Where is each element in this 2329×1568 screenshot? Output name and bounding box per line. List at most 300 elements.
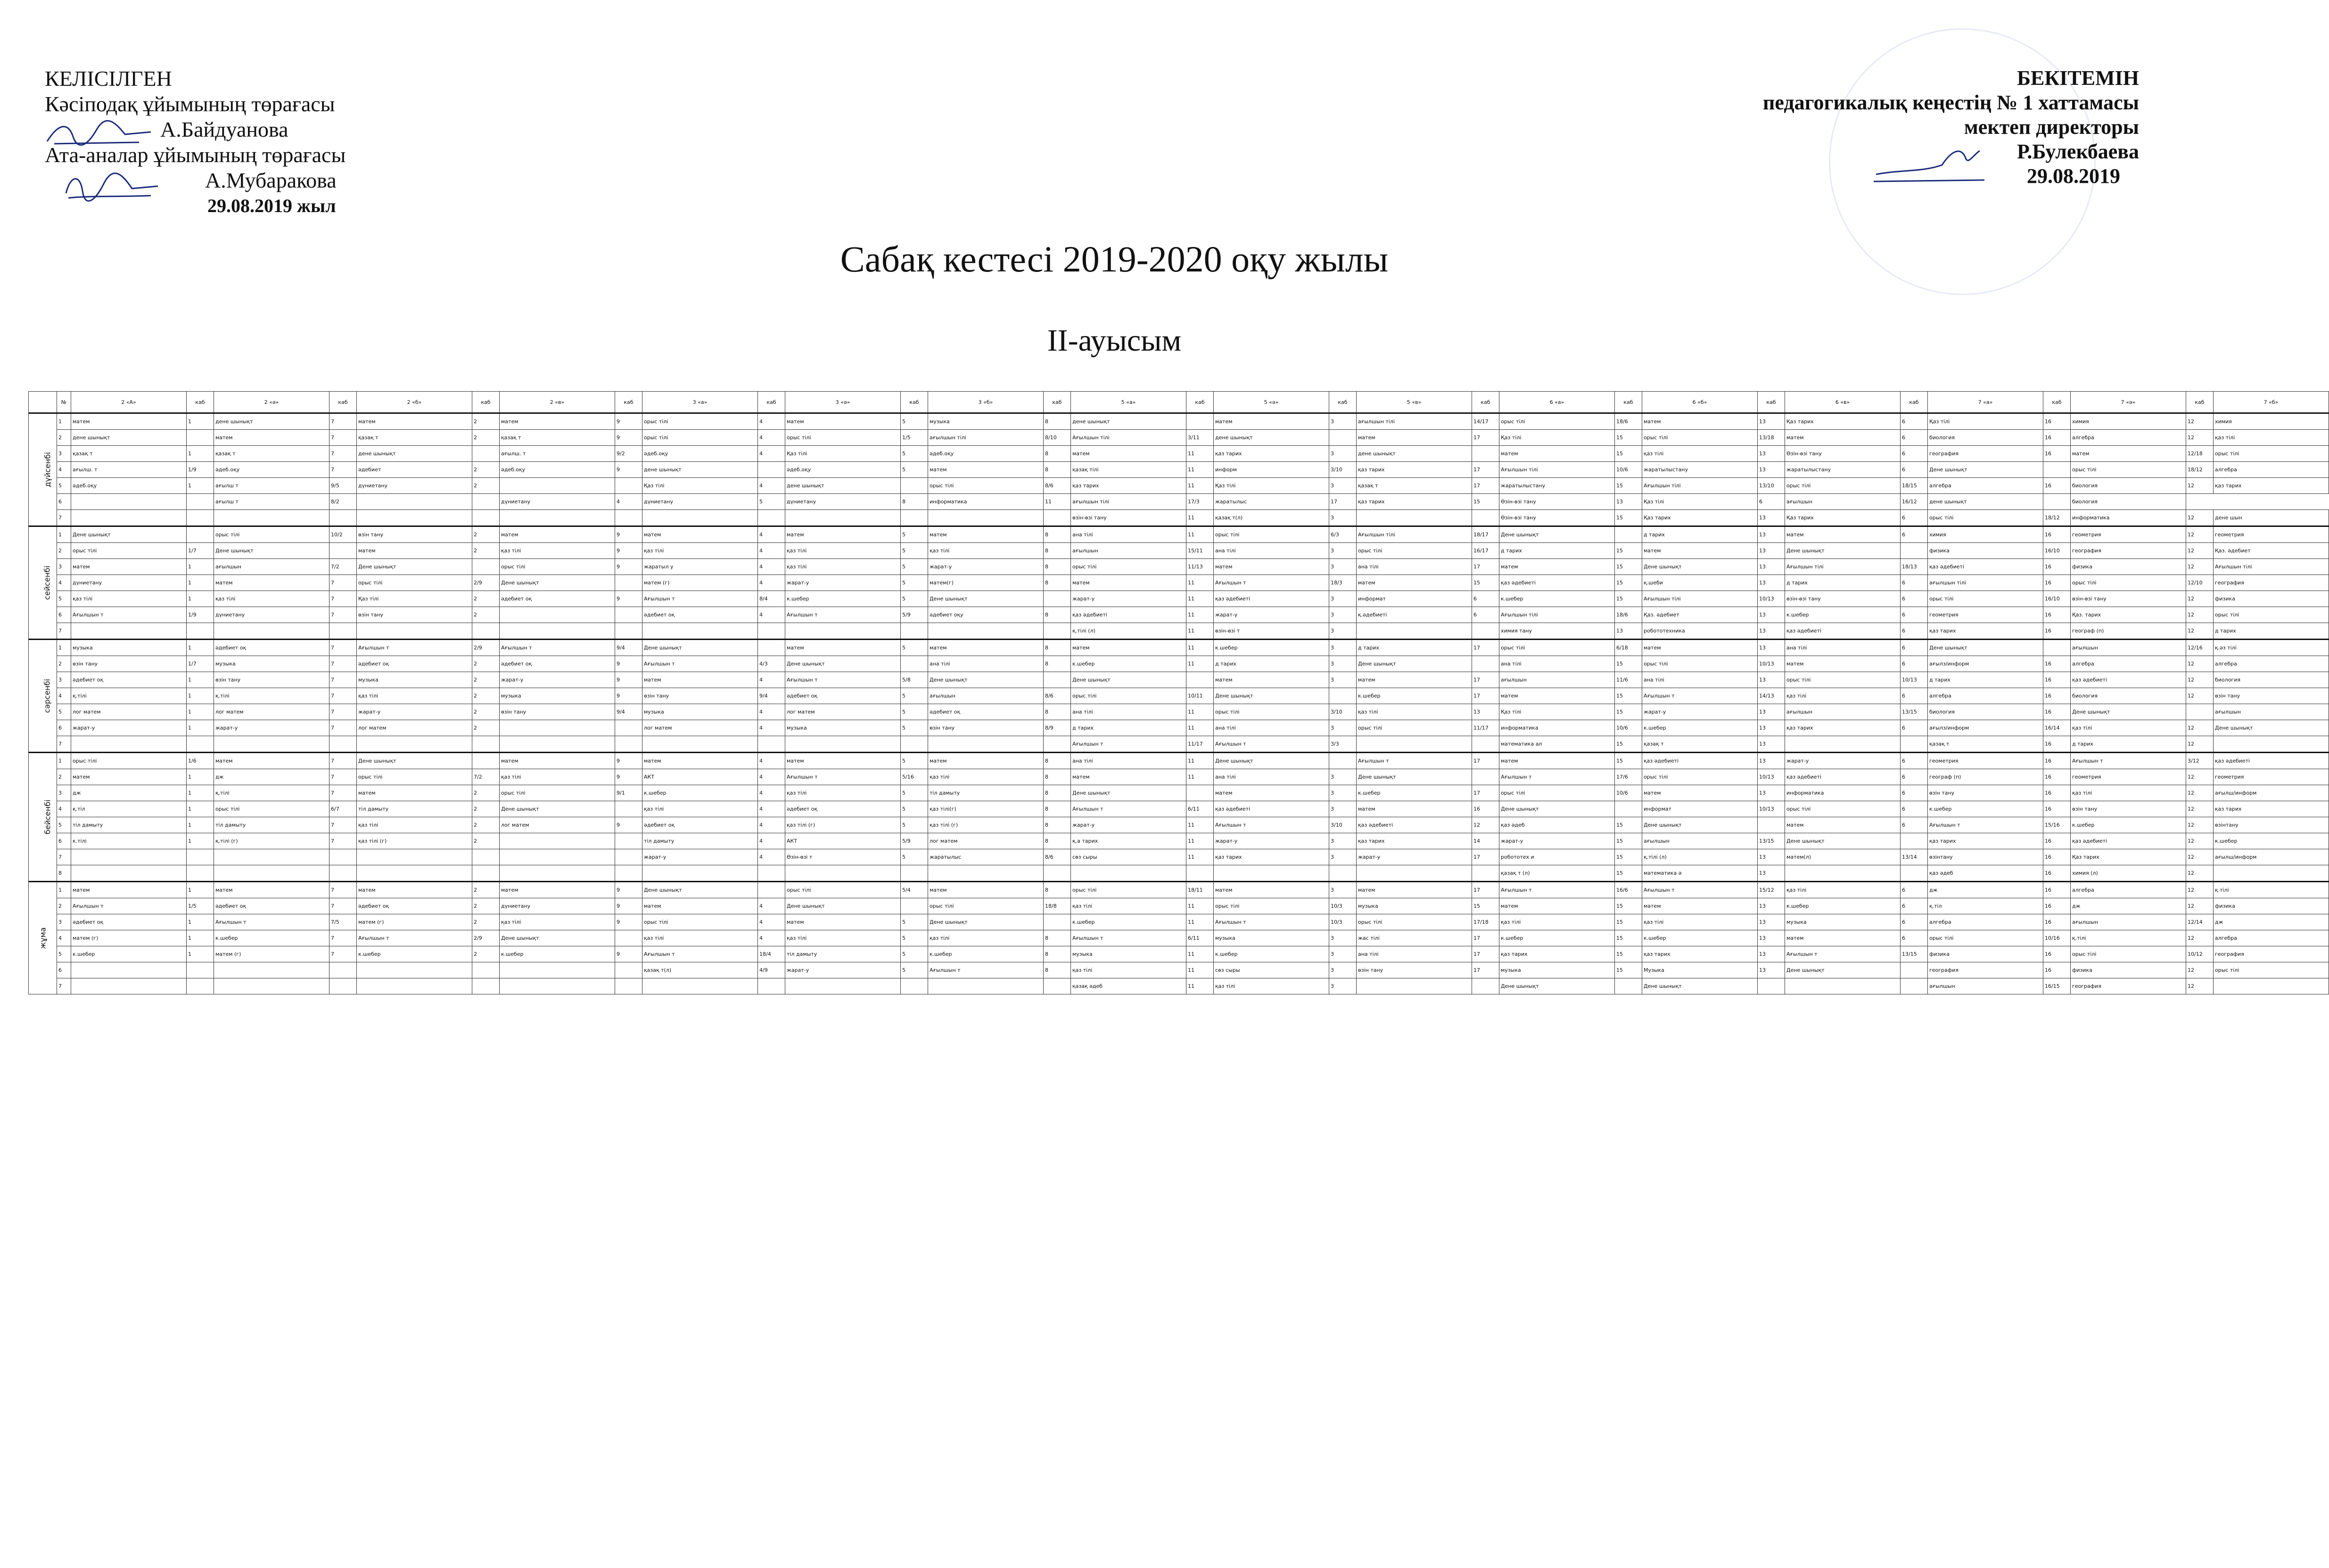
subject-cell: тіл дамыту: [214, 817, 329, 833]
room-cell: 12: [2186, 543, 2214, 559]
room-cell: [901, 656, 928, 672]
subject-cell: матем: [214, 430, 329, 446]
subject-cell: к.шебер: [1214, 640, 1329, 656]
table-row: [29, 785, 2329, 801]
room-cell: 2: [472, 607, 500, 623]
room-cell: 12: [2186, 833, 2214, 849]
subject-cell: орыс тілі: [1785, 478, 1901, 494]
lesson-number-cell: 4: [57, 930, 71, 946]
room-cell: [187, 865, 214, 882]
subject-cell: Дене шынықт: [1071, 672, 1186, 688]
subject-cell: к.шебер: [71, 946, 187, 962]
lesson-number-cell: 7: [57, 978, 71, 994]
subject-cell: матем: [1357, 575, 1472, 591]
subject-cell: Ағылшын т: [357, 930, 472, 946]
subject-cell: қ тілі: [2214, 882, 2329, 898]
room-cell: 18/6: [1615, 607, 1642, 623]
subject-cell: информат: [1357, 591, 1472, 607]
subject-cell: д тарих: [2071, 736, 2186, 753]
room-cell: 9/1: [615, 785, 642, 801]
parents-org-chair-label: Ата-аналар ұйымының төрағасы: [45, 143, 346, 167]
room-cell: 4: [758, 930, 785, 946]
room-cell: 5: [901, 817, 928, 833]
room-cell: [187, 962, 214, 978]
room-cell: 10/3: [1329, 898, 1357, 914]
room-cell: [472, 623, 500, 640]
subject-cell: [785, 978, 901, 994]
subject-cell: ана тілі: [1357, 559, 1472, 575]
subject-cell: география: [2214, 946, 2329, 962]
room-cell: 16/6: [1615, 882, 1642, 898]
subject-cell: алгебра: [1928, 478, 2043, 494]
subject-cell: матем (г): [642, 575, 758, 591]
room-cell: 8: [901, 494, 928, 510]
subject-cell: [1071, 865, 1186, 882]
room-cell: 3/3: [1329, 736, 1357, 753]
room-cell: 2/9: [472, 930, 500, 946]
room-cell: 10/11: [1186, 688, 1214, 704]
lesson-number-cell: 6: [57, 962, 71, 978]
room-cell: 8/2: [329, 494, 357, 510]
room-cell: 13: [1758, 704, 1785, 720]
subject-cell: геометрия: [2071, 769, 2186, 785]
table-row: [29, 494, 2329, 510]
room-cell: 13: [1758, 413, 1785, 430]
room-cell: 5/4: [901, 882, 928, 898]
subject-cell: матем: [1785, 526, 1901, 543]
subject-cell: Ағылшын т: [214, 914, 329, 930]
subject-cell: қазақ тілі: [1071, 462, 1186, 478]
subject-cell: физика: [2071, 559, 2186, 575]
subject-cell: ағылз/информ: [1928, 720, 2043, 736]
subject-cell: матем: [71, 769, 187, 785]
room-cell: 1: [187, 720, 214, 736]
room-cell: 7: [329, 672, 357, 688]
subject-cell: қаз әдебиеті: [1214, 801, 1329, 817]
subject-cell: өзін тану: [357, 526, 472, 543]
room-cell: 15: [1615, 817, 1642, 833]
subject-cell: қ.тіл: [1928, 898, 2043, 914]
room-cell: [2043, 640, 2071, 656]
room-cell: 16: [2043, 769, 2071, 785]
day-label: сейсенбі: [42, 566, 52, 600]
room-cell: 9: [615, 526, 642, 543]
subject-cell: Дене шынықт: [1928, 640, 2043, 656]
subject-cell: қаз әдеб: [1499, 817, 1615, 833]
subject-cell: тіл дамыту: [642, 833, 758, 849]
room-cell: 1/7: [187, 656, 214, 672]
subject-cell: [500, 736, 615, 753]
room-cell: 7: [329, 898, 357, 914]
subject-cell: жарат-у: [1214, 833, 1329, 849]
subject-cell: қазақ т: [1642, 736, 1758, 753]
subject-cell: к.шебер: [928, 946, 1044, 962]
subject-cell: алгебра: [2214, 462, 2329, 478]
subject-cell: қаз тілі: [2071, 785, 2186, 801]
room-cell: 7: [329, 753, 357, 769]
subject-cell: матем: [1214, 559, 1329, 575]
subject-cell: қаз тарих: [1214, 446, 1329, 462]
room-cell: 18/12: [2186, 462, 2214, 478]
room-cell: 4: [758, 607, 785, 623]
subject-cell: Қаз тарих: [1785, 510, 1901, 526]
room-cell: 5/9: [901, 607, 928, 623]
room-cell: 18/8: [1044, 898, 1071, 914]
room-cell: 13: [1758, 462, 1785, 478]
room-cell: 3/11: [1186, 430, 1214, 446]
room-cell: 11/13: [1186, 559, 1214, 575]
room-cell: 3/10: [1329, 704, 1357, 720]
subject-cell: [785, 865, 901, 882]
subject-cell: [357, 865, 472, 882]
subject-cell: тіл дамыту: [357, 801, 472, 817]
subject-cell: әдебиет оқ: [500, 656, 615, 672]
subject-cell: матем: [928, 462, 1044, 478]
column-header: каб: [187, 392, 214, 413]
subject-cell: к.шебер: [1642, 720, 1758, 736]
room-cell: 15: [1615, 430, 1642, 446]
subject-cell: жарат-у: [1071, 591, 1186, 607]
room-cell: 13: [1758, 640, 1785, 656]
subject-cell: әдебиет оқ: [71, 914, 187, 930]
subject-cell: [71, 865, 187, 882]
room-cell: 7: [329, 640, 357, 656]
subject-cell: [928, 510, 1044, 526]
table-row: [29, 446, 2329, 462]
subject-cell: Дене шынықт: [642, 882, 758, 898]
subject-cell: биология: [2071, 494, 2186, 510]
subject-cell: Ағылшын т: [642, 591, 758, 607]
room-cell: 6: [1901, 769, 1928, 785]
subject-cell: орыс тілі: [928, 478, 1044, 494]
room-cell: 16: [2043, 736, 2071, 753]
room-cell: 3: [1329, 623, 1357, 640]
subject-cell: ағылшын: [1785, 704, 1901, 720]
room-cell: 6: [1901, 575, 1928, 591]
room-cell: 1: [187, 575, 214, 591]
subject-cell: Дене шынықт: [928, 591, 1044, 607]
room-cell: 16: [2043, 656, 2071, 672]
room-cell: [187, 623, 214, 640]
room-cell: [901, 623, 928, 640]
column-header: каб: [1901, 392, 1928, 413]
room-cell: 7: [329, 833, 357, 849]
subject-cell: қаз тілі(г): [928, 801, 1044, 817]
room-cell: 14: [1472, 833, 1499, 849]
room-cell: 13: [1758, 865, 1785, 882]
subject-cell: ана тілі: [1071, 753, 1186, 769]
subject-cell: матем: [214, 575, 329, 591]
subject-cell: к.шебер: [1357, 785, 1472, 801]
room-cell: 12: [2186, 720, 2214, 736]
subject-cell: музыка: [1499, 962, 1615, 978]
subject-cell: дж: [214, 769, 329, 785]
subject-cell: матем (г): [214, 946, 329, 962]
room-cell: [615, 607, 642, 623]
subject-cell: информат: [1642, 801, 1758, 817]
subject-cell: қаз тарих: [1499, 946, 1615, 962]
column-header: каб: [901, 392, 928, 413]
room-cell: 2: [472, 898, 500, 914]
room-cell: 7: [329, 591, 357, 607]
subject-cell: музыка: [214, 656, 329, 672]
room-cell: 4: [758, 801, 785, 817]
subject-cell: орыс тілі: [1214, 526, 1329, 543]
table-row: [29, 462, 2329, 478]
table-row: [29, 865, 2329, 882]
subject-cell: Ағылшын т: [1928, 817, 2043, 833]
lesson-number-cell: 1: [57, 640, 71, 656]
subject-cell: [500, 623, 615, 640]
subject-cell: матем: [357, 543, 472, 559]
subject-cell: орыс тілі: [1928, 591, 2043, 607]
room-cell: 2: [472, 672, 500, 688]
column-header: каб: [2186, 392, 2214, 413]
room-cell: 16: [2043, 833, 2071, 849]
room-cell: 11: [1186, 914, 1214, 930]
room-cell: 13: [1758, 914, 1785, 930]
room-cell: 15/11: [1186, 543, 1214, 559]
subject-cell: геометрия: [1928, 753, 2043, 769]
room-cell: 4: [758, 704, 785, 720]
column-header: 2 «в»: [500, 392, 615, 413]
subject-cell: қазақ т: [500, 430, 615, 446]
room-cell: [1044, 623, 1071, 640]
room-cell: 11: [1186, 526, 1214, 543]
room-cell: 5/9: [901, 833, 928, 849]
subject-cell: [500, 833, 615, 849]
subject-cell: к.шебер: [500, 946, 615, 962]
subject-cell: орыс тілі: [71, 543, 187, 559]
room-cell: 12: [2186, 430, 2214, 446]
subject-cell: ағылшын: [2214, 704, 2329, 720]
subject-cell: қ.әдебиеті: [1357, 607, 1472, 623]
subject-cell: дүниетану: [71, 575, 187, 591]
signature-left-1: [45, 118, 153, 151]
room-cell: 12/10: [2186, 575, 2214, 591]
subject-cell: [1357, 623, 1472, 640]
subject-cell: Ағылшын т: [71, 898, 187, 914]
room-cell: 16/15: [2043, 978, 2071, 994]
column-header: 3 «б»: [928, 392, 1044, 413]
subject-cell: биология: [1928, 704, 2043, 720]
subject-cell: әдебиет оқ: [928, 704, 1044, 720]
subject-cell: жаратылыс: [1214, 494, 1329, 510]
room-cell: [615, 478, 642, 494]
subject-cell: ана тілі: [1214, 720, 1329, 736]
room-cell: 10/2: [329, 526, 357, 543]
column-header: 6 «б»: [1642, 392, 1758, 413]
room-cell: 8: [1044, 575, 1071, 591]
subject-cell: [71, 736, 187, 753]
room-cell: 15: [1615, 478, 1642, 494]
subject-cell: қ.а тарих: [1071, 833, 1186, 849]
room-cell: 7/5: [329, 914, 357, 930]
column-header: каб: [472, 392, 500, 413]
column-header: каб: [1615, 392, 1642, 413]
subject-cell: [71, 849, 187, 865]
room-cell: 6: [1901, 510, 1928, 526]
subject-cell: әдебиет оқ: [500, 591, 615, 607]
column-header: 5 «ә»: [1214, 392, 1329, 413]
room-cell: 12: [2186, 769, 2214, 785]
signature-right: [1871, 137, 1994, 189]
room-cell: 12: [2186, 672, 2214, 688]
subject-cell: [500, 962, 615, 978]
subject-cell: қаз тілі: [357, 817, 472, 833]
room-cell: 11: [1186, 704, 1214, 720]
subject-cell: өзін тану: [1928, 785, 2043, 801]
room-cell: 13: [1758, 559, 1785, 575]
subject-cell: Өзін-өзі т: [785, 849, 901, 865]
subject-cell: жарат-у: [642, 849, 758, 865]
lesson-number-cell: 4: [57, 575, 71, 591]
subject-cell: [71, 494, 187, 510]
room-cell: 5: [901, 559, 928, 575]
subject-cell: матем: [1499, 898, 1615, 914]
room-cell: 6: [1901, 591, 1928, 607]
lesson-number-cell: 6: [57, 720, 71, 736]
table-row: [29, 753, 2329, 769]
subject-cell: орыс тілі: [1357, 914, 1472, 930]
room-cell: 2: [472, 914, 500, 930]
subject-cell: ағылшын: [214, 559, 329, 575]
subject-cell: география: [2214, 575, 2329, 591]
column-header: 2 «А»: [71, 392, 187, 413]
subject-cell: жарат-у: [1642, 704, 1758, 720]
subject-cell: дүниетану: [785, 494, 901, 510]
subject-cell: матем: [71, 882, 187, 898]
room-cell: 7: [329, 704, 357, 720]
subject-cell: [642, 623, 758, 640]
room-cell: 6: [1901, 801, 1928, 817]
room-cell: 16: [2043, 753, 2071, 769]
subject-cell: музыка: [1071, 946, 1186, 962]
room-cell: 12: [2186, 930, 2214, 946]
table-row: [29, 575, 2329, 591]
room-cell: 11: [1186, 446, 1214, 462]
room-cell: 18/13: [1901, 559, 1928, 575]
table-row: [29, 946, 2329, 962]
subject-cell: ана тілі: [1499, 656, 1615, 672]
subject-cell: әдеб.оқу: [642, 446, 758, 462]
subject-cell: дене шынықт: [642, 462, 758, 478]
room-cell: 18/11: [1186, 882, 1214, 898]
room-cell: [615, 865, 642, 882]
subject-cell: музыка: [1785, 914, 1901, 930]
room-cell: 16: [2043, 704, 2071, 720]
room-cell: [187, 526, 214, 543]
subject-cell: алгебра: [2214, 930, 2329, 946]
room-cell: 12: [2186, 865, 2214, 882]
subject-cell: қаз тарих: [1071, 478, 1186, 494]
subject-cell: матем: [1785, 656, 1901, 672]
room-cell: 3: [1329, 978, 1357, 994]
trade-union-chair-label: Кәсіподақ ұйымының төрағасы: [45, 92, 335, 116]
subject-cell: Дене шынықт: [1785, 962, 1901, 978]
room-cell: 10/16: [2043, 930, 2071, 946]
room-cell: 15: [1615, 446, 1642, 462]
subject-cell: химия (л): [2071, 865, 2186, 882]
room-cell: 17: [1329, 494, 1357, 510]
room-cell: 15: [1472, 494, 1499, 510]
room-cell: 4: [758, 753, 785, 769]
room-cell: 7: [329, 785, 357, 801]
room-cell: 11: [1186, 849, 1214, 865]
room-cell: 2: [472, 817, 500, 833]
room-cell: [758, 462, 785, 478]
room-cell: 6: [1901, 607, 1928, 623]
subject-cell: орыс тілі: [2214, 962, 2329, 978]
room-cell: 9/4: [615, 640, 642, 656]
subject-cell: қаз тілі: [785, 559, 901, 575]
day-label: жұма: [38, 927, 47, 949]
subject-cell: дене шынықт: [785, 478, 901, 494]
approval-heading-right: БЕКІТЕМІН: [2016, 66, 2139, 90]
room-cell: 5: [901, 914, 928, 930]
subject-cell: жаратылыстану: [1499, 478, 1615, 494]
subject-cell: қаз тілі: [1642, 446, 1758, 462]
subject-cell: тіл дамыту: [928, 785, 1044, 801]
subject-cell: жаратыл у: [642, 559, 758, 575]
subject-cell: қаз тілі: [71, 591, 187, 607]
subject-cell: [357, 849, 472, 865]
lesson-number-cell: 2: [57, 543, 71, 559]
room-cell: [1901, 543, 1928, 559]
room-cell: 1/7: [187, 543, 214, 559]
subject-cell: өзінтану: [1928, 849, 2043, 865]
room-cell: [615, 623, 642, 640]
subject-cell: Ағылшын т: [1499, 769, 1615, 785]
subject-cell: орыс тілі: [71, 753, 187, 769]
subject-cell: матем: [642, 672, 758, 688]
room-cell: 11: [1186, 817, 1214, 833]
room-cell: 1: [187, 591, 214, 607]
subject-cell: Дене шынықт: [1785, 833, 1901, 849]
room-cell: 4: [758, 478, 785, 494]
table-row: [29, 769, 2329, 785]
subject-cell: қаз тілі: [214, 591, 329, 607]
subject-cell: биология: [2071, 688, 2186, 704]
table-row: [29, 914, 2329, 930]
room-cell: 10/6: [1615, 462, 1642, 478]
subject-cell: әдеб.оқу: [214, 462, 329, 478]
room-cell: 13: [1758, 930, 1785, 946]
subject-cell: Қаз тілі: [1499, 704, 1615, 720]
subject-cell: орыс тілі: [500, 785, 615, 801]
lesson-number-cell: 3: [57, 672, 71, 688]
subject-cell: Қаз. әдебиет: [1642, 607, 1758, 623]
room-cell: 12: [2186, 607, 2214, 623]
room-cell: 1: [187, 413, 214, 430]
room-cell: 8: [1044, 413, 1071, 430]
subject-cell: [2214, 736, 2329, 753]
page-title: Сабақ кестесі 2019-2020 оқу жылы: [840, 238, 1389, 279]
subject-cell: жарат-у: [1357, 849, 1472, 865]
subject-cell: матем(л): [1785, 849, 1901, 865]
room-cell: 9: [615, 430, 642, 446]
room-cell: 16/10: [2043, 591, 2071, 607]
lesson-number-cell: 1: [57, 526, 71, 543]
room-cell: 12: [2186, 623, 2214, 640]
subject-cell: [500, 865, 615, 882]
subject-cell: Дене шынықт: [357, 753, 472, 769]
room-cell: 17: [1472, 688, 1499, 704]
subject-cell: музыка: [500, 688, 615, 704]
room-cell: [615, 930, 642, 946]
subject-cell: Қаз тілі: [1642, 494, 1758, 510]
subject-cell: Ағылшын тілі: [1785, 559, 1901, 575]
